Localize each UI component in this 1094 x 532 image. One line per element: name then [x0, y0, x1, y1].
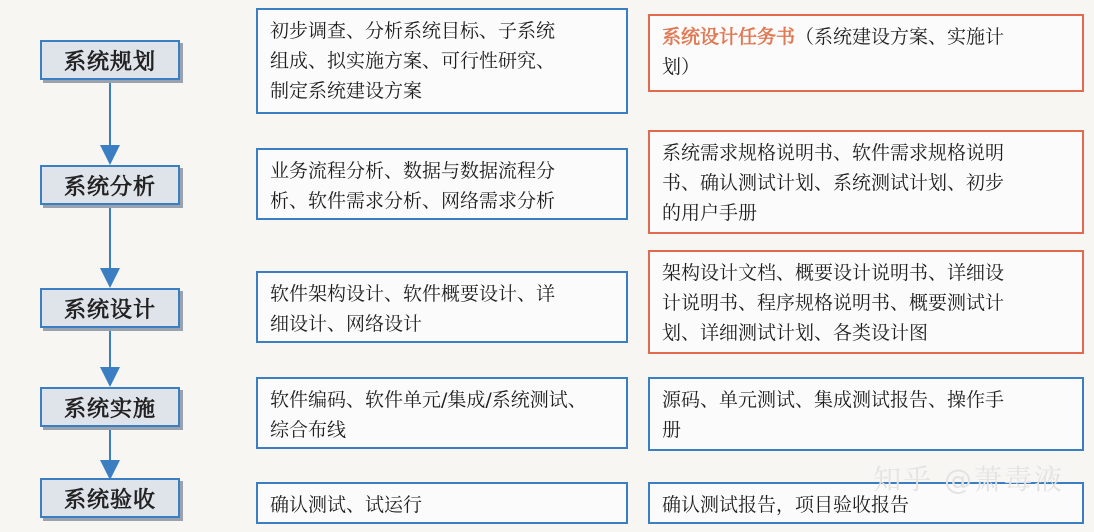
output-analysis: 系统需求规格说明书、软件需求规格说明 书、确认测试计划、系统测试计划、初步 的用户手册	[648, 130, 1084, 234]
output-planning	[648, 14, 1084, 92]
phase-implementation: 系统实施	[40, 387, 180, 427]
output-implementation: 源码、单元测试、集成测试报告、操作手 册	[648, 377, 1084, 451]
output-acceptance: 确认测试报告，项目验收报告	[648, 482, 1084, 524]
task-planning: 初步调查、分析系统目标、子系统 组成、拟实施方案、可行性研究、 制定系统建设方案	[256, 8, 628, 114]
phase-design: 系统设计	[40, 288, 180, 328]
task-acceptance: 确认测试、试运行	[256, 482, 628, 524]
phase-planning: 系统规划	[40, 40, 180, 80]
output-design: 架构设计文档、概要设计说明书、详细设 计说明书、程序规格说明书、概要测试计 划、详细测试计划、各类设计图	[648, 250, 1084, 354]
phase-acceptance: 系统验收	[40, 478, 180, 518]
output-planning-rest: （系统建设方案、实施计 划）	[662, 26, 1005, 78]
task-analysis: 业务流程分析、数据与数据流程分 析、软件需求分析、网络需求分析	[256, 148, 628, 220]
output-planning-highlight: 系统设计任务书	[662, 26, 796, 48]
task-design: 软件架构设计、软件概要设计、详 细设计、网络设计	[256, 271, 628, 343]
watermark: 知乎 @萧毒液	[873, 463, 1064, 496]
task-implementation: 软件编码、软件单元/集成/系统测试、 综合布线	[256, 377, 628, 449]
phase-analysis: 系统分析	[40, 165, 180, 205]
